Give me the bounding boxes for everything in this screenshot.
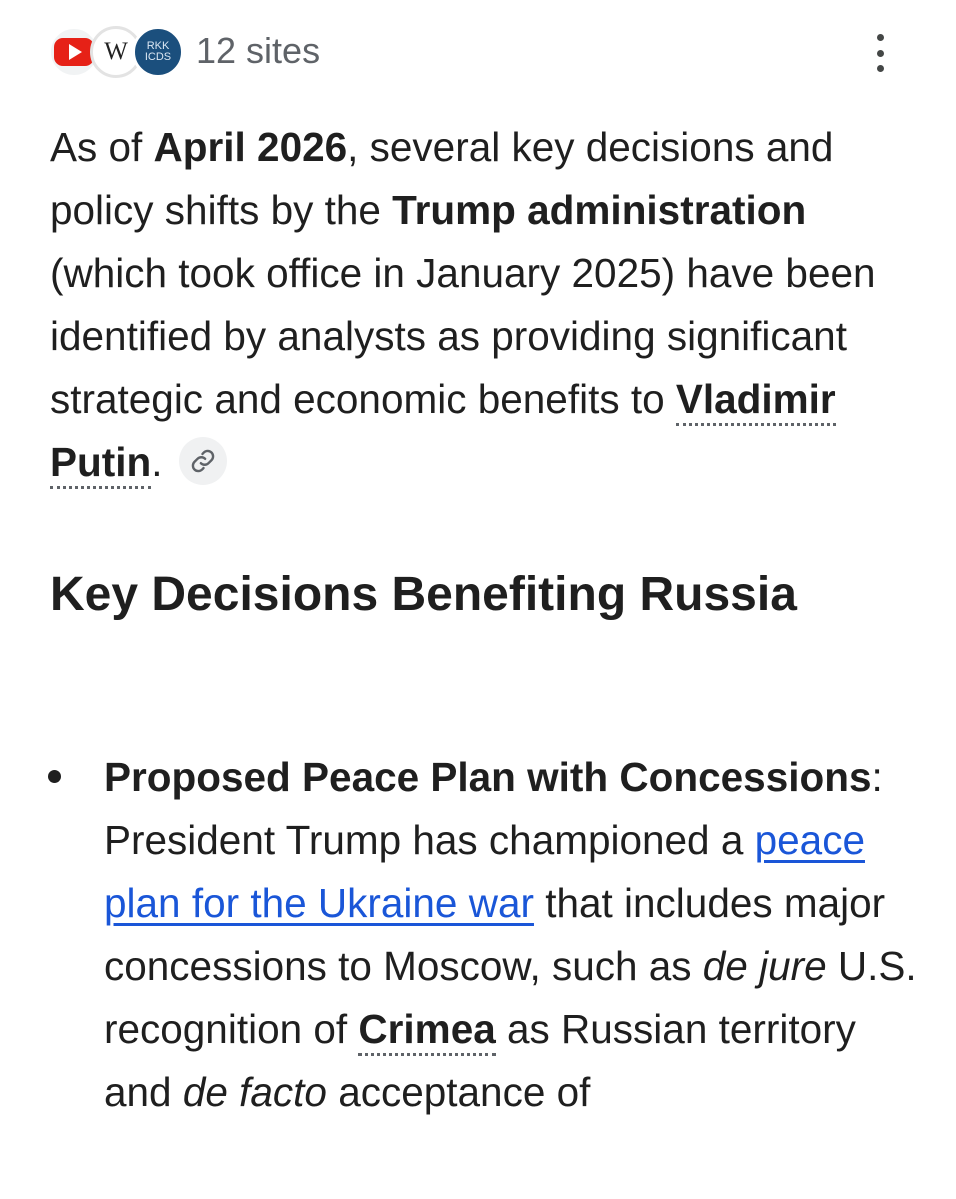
sites-count[interactable]: 12 sites [196, 30, 321, 71]
intro-text-1: As of [50, 124, 154, 170]
crimea-entity-link[interactable]: Crimea [358, 1006, 495, 1056]
bullet-title: Proposed Peace Plan with Concessions [104, 754, 872, 800]
list-item [0, 746, 956, 1124]
bullet-text-1: : President Trump has championed a [104, 754, 883, 863]
intro-paragraph [50, 116, 930, 494]
bullet-text-2: that includes major concessions to Moscow, such as [104, 880, 886, 989]
bullet-text [104, 746, 924, 1124]
play-triangle [69, 44, 82, 60]
more-options-icon[interactable] [874, 34, 886, 72]
wikipedia-letter: W [104, 38, 128, 65]
bullet-text-3: U.S. recognition of [104, 943, 917, 1052]
de-jure-italic: de jure [702, 943, 827, 989]
putin-entity-link[interactable]: Vladimir Putin [50, 376, 836, 489]
intro-text-4: . [151, 439, 163, 485]
sources-bar[interactable] [48, 24, 908, 84]
bullet-dot [48, 770, 61, 783]
peace-plan-link[interactable]: peace plan for the Ukraine war [104, 817, 865, 926]
intro-text-2: , several key decisions and policy shifts by the [50, 124, 834, 233]
intro-administration: Trump administration [392, 187, 807, 233]
icds-label: ICDS [144, 51, 172, 63]
section-heading: Key Decisions Benefiting Russia [50, 568, 797, 621]
intro-text-3: (which took office in January 2025) have been identified by analysts as providing significant strategic and economic benefits to [50, 250, 876, 422]
rkk-icds-icon [132, 26, 184, 78]
youtube-logo [54, 38, 94, 66]
intro-date: April 2026 [153, 124, 348, 170]
bullet-text-5: acceptance of [326, 1069, 591, 1115]
link-icon[interactable] [179, 437, 227, 485]
de-facto-italic: de facto [182, 1069, 327, 1115]
bullet-text-4: as Russian territory and [104, 1006, 856, 1115]
rkk-label: RKK [146, 40, 170, 52]
decisions-list [0, 746, 956, 1124]
